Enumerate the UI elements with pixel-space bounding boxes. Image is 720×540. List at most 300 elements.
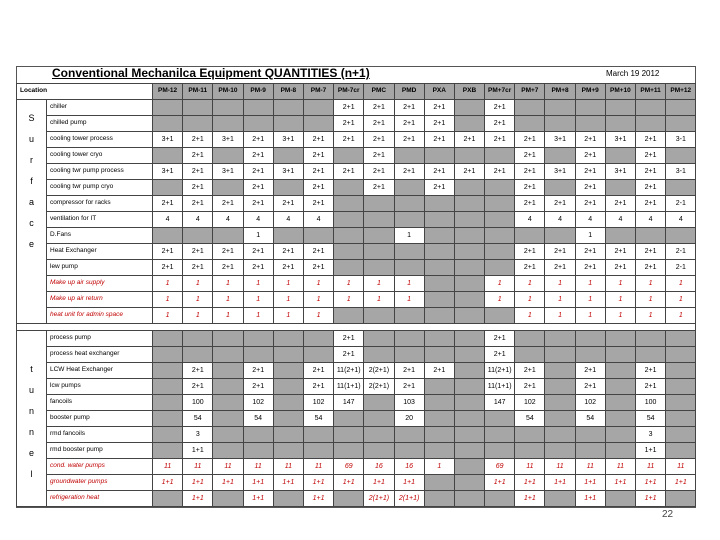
- quantity-cell: [243, 347, 273, 363]
- quantity-cell: 2+1: [636, 196, 666, 212]
- quantity-cell: 1: [666, 308, 696, 324]
- quantity-cell: 2+1: [364, 100, 394, 116]
- quantity-cell: [424, 491, 454, 507]
- quantity-cell: [334, 427, 364, 443]
- quantity-cell: 2+1: [515, 244, 545, 260]
- quantity-cell: 4: [153, 212, 183, 228]
- quantity-cell: [605, 395, 635, 411]
- quantity-cell: 3+1: [153, 132, 183, 148]
- quantity-cell: [364, 347, 394, 363]
- equipment-name: LCW Heat Exchanger: [47, 363, 153, 379]
- quantity-cell: [213, 228, 243, 244]
- column-header: PM+7: [515, 84, 545, 100]
- tunnel-label-letter: l: [30, 469, 33, 479]
- quantity-cell: [213, 491, 243, 507]
- quantity-cell: [666, 116, 696, 132]
- quantity-cell: 2+1: [243, 180, 273, 196]
- quantity-cell: 2+1: [575, 196, 605, 212]
- quantity-cell: 69: [485, 459, 515, 475]
- quantity-cell: 1+1: [515, 491, 545, 507]
- quantity-cell: [666, 347, 696, 363]
- quantity-cell: [605, 363, 635, 379]
- quantity-cell: [334, 411, 364, 427]
- quantity-cell: [454, 379, 484, 395]
- quantity-cell: 11: [273, 459, 303, 475]
- quantity-cell: [213, 395, 243, 411]
- quantity-cell: 103: [394, 395, 424, 411]
- quantity-cell: 1: [243, 228, 273, 244]
- quantity-cell: 1+1: [394, 475, 424, 491]
- quantity-cell: [454, 395, 484, 411]
- quantity-cell: [575, 100, 605, 116]
- quantity-cell: [605, 148, 635, 164]
- tunnel-label-letter: n: [28, 427, 34, 437]
- equipment-name: groundwater pumps: [47, 475, 153, 491]
- quantity-cell: [243, 443, 273, 459]
- quantity-cell: [273, 411, 303, 427]
- quantity-cell: [394, 244, 424, 260]
- quantity-cell: [183, 116, 213, 132]
- quantity-cell: [273, 427, 303, 443]
- quantity-cell: 3+1: [153, 164, 183, 180]
- quantity-cell: 2+1: [575, 132, 605, 148]
- quantity-cell: 1: [394, 228, 424, 244]
- quantity-cell: 1+1: [575, 475, 605, 491]
- quantity-cell: 2+1: [575, 244, 605, 260]
- quantity-cell: 1: [545, 276, 575, 292]
- quantity-cell: 2(2+1): [364, 363, 394, 379]
- quantity-cell: [183, 347, 213, 363]
- table-row: [17, 260, 696, 276]
- quantity-cell: 1+1: [303, 475, 333, 491]
- quantity-cell: 2+1: [605, 244, 635, 260]
- quantity-cell: 2+1: [515, 180, 545, 196]
- quantity-cell: [485, 148, 515, 164]
- quantity-cell: [485, 308, 515, 324]
- table-row: [17, 308, 696, 324]
- quantity-cell: [364, 244, 394, 260]
- table-row: [17, 116, 696, 132]
- quantity-cell: 2+1: [364, 164, 394, 180]
- quantity-cell: [213, 443, 243, 459]
- quantity-cell: [666, 228, 696, 244]
- quantity-cell: [424, 292, 454, 308]
- quantity-cell: 102: [303, 395, 333, 411]
- tunnel-label-letter: e: [28, 448, 34, 458]
- quantity-cell: 1: [605, 308, 635, 324]
- quantity-cell: 2+1: [243, 132, 273, 148]
- quantity-cell: 1: [666, 292, 696, 308]
- quantity-cell: [424, 260, 454, 276]
- quantity-cell: 2+1: [183, 148, 213, 164]
- quantity-cell: [545, 148, 575, 164]
- quantity-cell: [454, 308, 484, 324]
- equipment-name: D.Fans: [47, 228, 153, 244]
- quantity-cell: 2+1: [515, 379, 545, 395]
- quantity-cell: 2+1: [303, 363, 333, 379]
- quantity-cell: 2+1: [334, 347, 364, 363]
- quantity-cell: 3: [183, 427, 213, 443]
- equipment-name: chilled pump: [47, 116, 153, 132]
- quantity-cell: [636, 116, 666, 132]
- quantity-cell: 1+1: [303, 491, 333, 507]
- quantity-cell: 2+1: [303, 180, 333, 196]
- quantity-cell: 2+1: [213, 260, 243, 276]
- quantity-cell: 2+1: [636, 180, 666, 196]
- quantity-cell: 1: [394, 276, 424, 292]
- quantity-cell: 54: [515, 411, 545, 427]
- quantity-cell: 3+1: [545, 132, 575, 148]
- quantity-cell: 2+1: [303, 244, 333, 260]
- quantity-cell: [454, 363, 484, 379]
- quantity-cell: [213, 347, 243, 363]
- quantity-cell: 1: [364, 276, 394, 292]
- quantity-cell: [424, 228, 454, 244]
- quantity-cell: 1: [213, 292, 243, 308]
- quantity-cell: 2+1: [183, 260, 213, 276]
- quantity-cell: [183, 228, 213, 244]
- quantity-cell: [575, 116, 605, 132]
- quantity-cell: [303, 443, 333, 459]
- quantity-cell: [334, 244, 364, 260]
- quantity-cell: 2+1: [636, 260, 666, 276]
- quantity-cell: 4: [183, 212, 213, 228]
- quantity-cell: [153, 363, 183, 379]
- equipment-name: cond. water pumps: [47, 459, 153, 475]
- sheet-title: Conventional Mechanilca Equipment QUANTITIES (n+1): [52, 66, 370, 80]
- quantity-cell: [605, 411, 635, 427]
- quantity-cell: [515, 100, 545, 116]
- quantity-cell: [334, 491, 364, 507]
- quantity-cell: [454, 116, 484, 132]
- quantity-cell: [334, 443, 364, 459]
- quantity-cell: 54: [303, 411, 333, 427]
- quantity-cell: [605, 180, 635, 196]
- table-row: [17, 475, 696, 491]
- quantity-cell: 2+1: [153, 244, 183, 260]
- quantity-cell: [545, 491, 575, 507]
- table-row: [17, 276, 696, 292]
- quantity-cell: 11: [213, 459, 243, 475]
- quantity-cell: 2+1: [364, 180, 394, 196]
- quantity-cell: 2(1+1): [394, 491, 424, 507]
- quantity-cell: 1: [183, 276, 213, 292]
- quantity-cell: 1: [394, 292, 424, 308]
- quantity-cell: 2+1: [545, 260, 575, 276]
- quantity-cell: 2+1: [545, 244, 575, 260]
- table-row: [17, 212, 696, 228]
- quantity-cell: 1: [575, 292, 605, 308]
- quantity-cell: [666, 395, 696, 411]
- quantity-cell: 2+1: [485, 132, 515, 148]
- quantity-cell: [424, 411, 454, 427]
- column-header: PM+8: [545, 84, 575, 100]
- quantity-cell: [605, 379, 635, 395]
- quantity-cell: 2+1: [575, 379, 605, 395]
- quantity-cell: [213, 100, 243, 116]
- quantity-cell: 4: [575, 212, 605, 228]
- surface-label-letter: a: [28, 197, 34, 207]
- quantity-cell: 2+1: [243, 244, 273, 260]
- quantity-cell: 1: [364, 292, 394, 308]
- quantity-cell: [454, 148, 484, 164]
- quantity-cell: 4: [636, 212, 666, 228]
- column-header: PXA: [424, 84, 454, 100]
- quantity-cell: 2+1: [303, 164, 333, 180]
- quantity-cell: 2+1: [183, 180, 213, 196]
- quantity-cell: 1: [153, 276, 183, 292]
- quantity-cell: [273, 180, 303, 196]
- quantity-cell: [153, 347, 183, 363]
- quantity-cell: [454, 475, 484, 491]
- quantity-cell: [454, 443, 484, 459]
- tunnel-section-label: [17, 331, 47, 507]
- quantity-cell: 1+1: [545, 475, 575, 491]
- equipment-name: chiller: [47, 100, 153, 116]
- quantity-cell: [153, 443, 183, 459]
- table-row: [17, 411, 696, 427]
- table-row: [17, 443, 696, 459]
- equipment-name: ventilation for IT: [47, 212, 153, 228]
- quantity-cell: [153, 411, 183, 427]
- table-row: [17, 379, 696, 395]
- quantity-cell: 2+1: [334, 116, 364, 132]
- quantity-cell: 2+1: [183, 164, 213, 180]
- quantity-cell: 16: [394, 459, 424, 475]
- quantity-cell: 2+1: [515, 363, 545, 379]
- quantity-cell: [666, 363, 696, 379]
- quantity-cell: 2+1: [183, 196, 213, 212]
- quantity-cell: 4: [605, 212, 635, 228]
- column-header: PM+10: [605, 84, 635, 100]
- quantity-cell: [394, 148, 424, 164]
- surface-label-letter: r: [30, 155, 33, 165]
- quantity-cell: [273, 100, 303, 116]
- quantity-cell: [303, 331, 333, 347]
- quantity-cell: [666, 491, 696, 507]
- surface-label-letter: f: [30, 176, 33, 186]
- quantity-cell: [454, 228, 484, 244]
- quantity-cell: [666, 100, 696, 116]
- quantity-cell: 2+1: [273, 260, 303, 276]
- quantity-cell: 1: [515, 276, 545, 292]
- quantity-cell: [454, 260, 484, 276]
- quantity-cell: [364, 212, 394, 228]
- equipment-name: lcw pumps: [47, 379, 153, 395]
- quantity-cell: 11: [303, 459, 333, 475]
- quantity-cell: [485, 244, 515, 260]
- quantity-cell: 4: [303, 212, 333, 228]
- quantity-cell: [424, 443, 454, 459]
- quantity-cell: 11: [575, 459, 605, 475]
- quantity-cell: [394, 347, 424, 363]
- quantity-cell: [364, 196, 394, 212]
- table-row: [17, 132, 696, 148]
- quantity-cell: 2+1: [394, 132, 424, 148]
- quantity-cell: 2(1+1): [364, 491, 394, 507]
- quantity-cell: [334, 148, 364, 164]
- quantity-cell: 11(2+1): [334, 363, 364, 379]
- quantity-cell: [424, 276, 454, 292]
- quantity-cell: [394, 427, 424, 443]
- quantity-cell: 1: [515, 292, 545, 308]
- quantity-cell: [636, 331, 666, 347]
- quantity-cell: 11: [636, 459, 666, 475]
- table-row: [17, 395, 696, 411]
- quantity-cell: [183, 100, 213, 116]
- quantity-cell: [394, 196, 424, 212]
- quantity-cell: [515, 331, 545, 347]
- quantity-cell: [454, 491, 484, 507]
- quantity-cell: 2+1: [153, 196, 183, 212]
- quantity-cell: 54: [636, 411, 666, 427]
- quantity-cell: 2(2+1): [364, 379, 394, 395]
- equipment-name: Heat Exchanger: [47, 244, 153, 260]
- quantity-cell: 1: [636, 276, 666, 292]
- quantity-cell: [636, 347, 666, 363]
- quantity-cell: [153, 228, 183, 244]
- quantity-cell: 3: [636, 427, 666, 443]
- quantity-cell: [334, 308, 364, 324]
- quantity-cell: [545, 347, 575, 363]
- quantity-cell: 1: [183, 292, 213, 308]
- quantity-cell: 2+1: [424, 363, 454, 379]
- quantity-cell: 1: [213, 276, 243, 292]
- quantity-cell: 2+1: [636, 379, 666, 395]
- quantity-cell: 1: [303, 308, 333, 324]
- column-header: PM-11: [183, 84, 213, 100]
- quantity-cell: [454, 180, 484, 196]
- quantity-cell: [394, 443, 424, 459]
- column-header: PM+12: [666, 84, 696, 100]
- equipment-name: cooling twr pump cryo: [47, 180, 153, 196]
- quantity-cell: 2+1: [515, 260, 545, 276]
- table-row: [17, 347, 696, 363]
- quantity-cell: 1: [575, 308, 605, 324]
- quantity-cell: [213, 411, 243, 427]
- column-header: PM-10: [213, 84, 243, 100]
- quantity-cell: [424, 308, 454, 324]
- quantity-cell: 1+1: [334, 475, 364, 491]
- quantity-cell: [485, 491, 515, 507]
- table-row: [17, 180, 696, 196]
- quantity-cell: [273, 443, 303, 459]
- quantity-cell: [394, 260, 424, 276]
- quantity-cell: [153, 427, 183, 443]
- equipment-name: cooling tower process: [47, 132, 153, 148]
- quantity-cell: [485, 228, 515, 244]
- quantity-cell: [515, 443, 545, 459]
- quantity-cell: [424, 212, 454, 228]
- column-header: PM-12: [153, 84, 183, 100]
- quantity-cell: 11: [666, 459, 696, 475]
- table-row: [17, 363, 696, 379]
- quantity-cell: [153, 395, 183, 411]
- equipment-name: refrigeration heat: [47, 491, 153, 507]
- quantity-cell: [454, 411, 484, 427]
- quantity-cell: 11: [605, 459, 635, 475]
- quantity-cell: 3-1: [666, 132, 696, 148]
- quantity-cell: 1: [334, 276, 364, 292]
- equipment-name: cooling tower cryo: [47, 148, 153, 164]
- quantity-cell: 2+1: [575, 148, 605, 164]
- quantity-cell: 11: [153, 459, 183, 475]
- quantity-cell: [605, 100, 635, 116]
- quantity-cell: 1: [485, 292, 515, 308]
- column-header: PMD: [394, 84, 424, 100]
- quantity-cell: [485, 196, 515, 212]
- quantity-cell: [273, 148, 303, 164]
- quantity-cell: 2+1: [394, 100, 424, 116]
- quantity-cell: 11(1+1): [485, 379, 515, 395]
- quantity-cell: 147: [485, 395, 515, 411]
- quantity-cell: 3+1: [213, 132, 243, 148]
- quantity-cell: 1+1: [183, 491, 213, 507]
- quantity-cell: [394, 331, 424, 347]
- quantity-cell: 2+1: [485, 331, 515, 347]
- quantity-cell: 11: [243, 459, 273, 475]
- quantity-cell: 2+1: [636, 363, 666, 379]
- quantity-cell: [273, 347, 303, 363]
- quantity-cell: [213, 363, 243, 379]
- quantity-cell: 1: [605, 276, 635, 292]
- table-row: [17, 427, 696, 443]
- column-header: PM+11: [636, 84, 666, 100]
- quantity-cell: 1+1: [666, 475, 696, 491]
- quantity-cell: 2+1: [364, 116, 394, 132]
- quantity-cell: [424, 196, 454, 212]
- quantity-cell: 2+1: [575, 363, 605, 379]
- quantity-cell: 69: [334, 459, 364, 475]
- quantity-cell: 102: [575, 395, 605, 411]
- quantity-cell: [605, 491, 635, 507]
- quantity-cell: 1: [243, 276, 273, 292]
- surface-label-letter: S: [28, 113, 35, 123]
- quantity-cell: [424, 244, 454, 260]
- quantity-cell: [485, 180, 515, 196]
- quantity-cell: 3+1: [605, 164, 635, 180]
- quantity-cell: 2+1: [334, 132, 364, 148]
- quantity-cell: [273, 379, 303, 395]
- quantity-cell: 2+1: [303, 132, 333, 148]
- quantity-cell: 2+1: [334, 331, 364, 347]
- quantity-cell: 3+1: [605, 132, 635, 148]
- quantity-cell: [303, 100, 333, 116]
- quantity-cell: 2+1: [334, 164, 364, 180]
- quantity-cell: [424, 347, 454, 363]
- quantity-cell: 2+1: [545, 196, 575, 212]
- quantity-cell: 4: [666, 212, 696, 228]
- quantity-cell: [273, 395, 303, 411]
- quantity-cell: [454, 196, 484, 212]
- equipment-name: Make up air return: [47, 292, 153, 308]
- quantity-cell: [424, 148, 454, 164]
- table-row: [17, 100, 696, 116]
- quantity-cell: [213, 116, 243, 132]
- quantity-cell: [364, 228, 394, 244]
- quantity-cell: [334, 180, 364, 196]
- quantity-cell: [424, 427, 454, 443]
- quantity-cell: 1: [183, 308, 213, 324]
- quantity-cell: [364, 331, 394, 347]
- surface-label-letter: e: [28, 239, 34, 249]
- quantity-cell: 2+1: [303, 196, 333, 212]
- quantity-cell: [334, 260, 364, 276]
- quantity-cell: [575, 331, 605, 347]
- quantity-cell: [303, 228, 333, 244]
- column-header: PXB: [454, 84, 484, 100]
- tunnel-label-letter: u: [28, 385, 34, 395]
